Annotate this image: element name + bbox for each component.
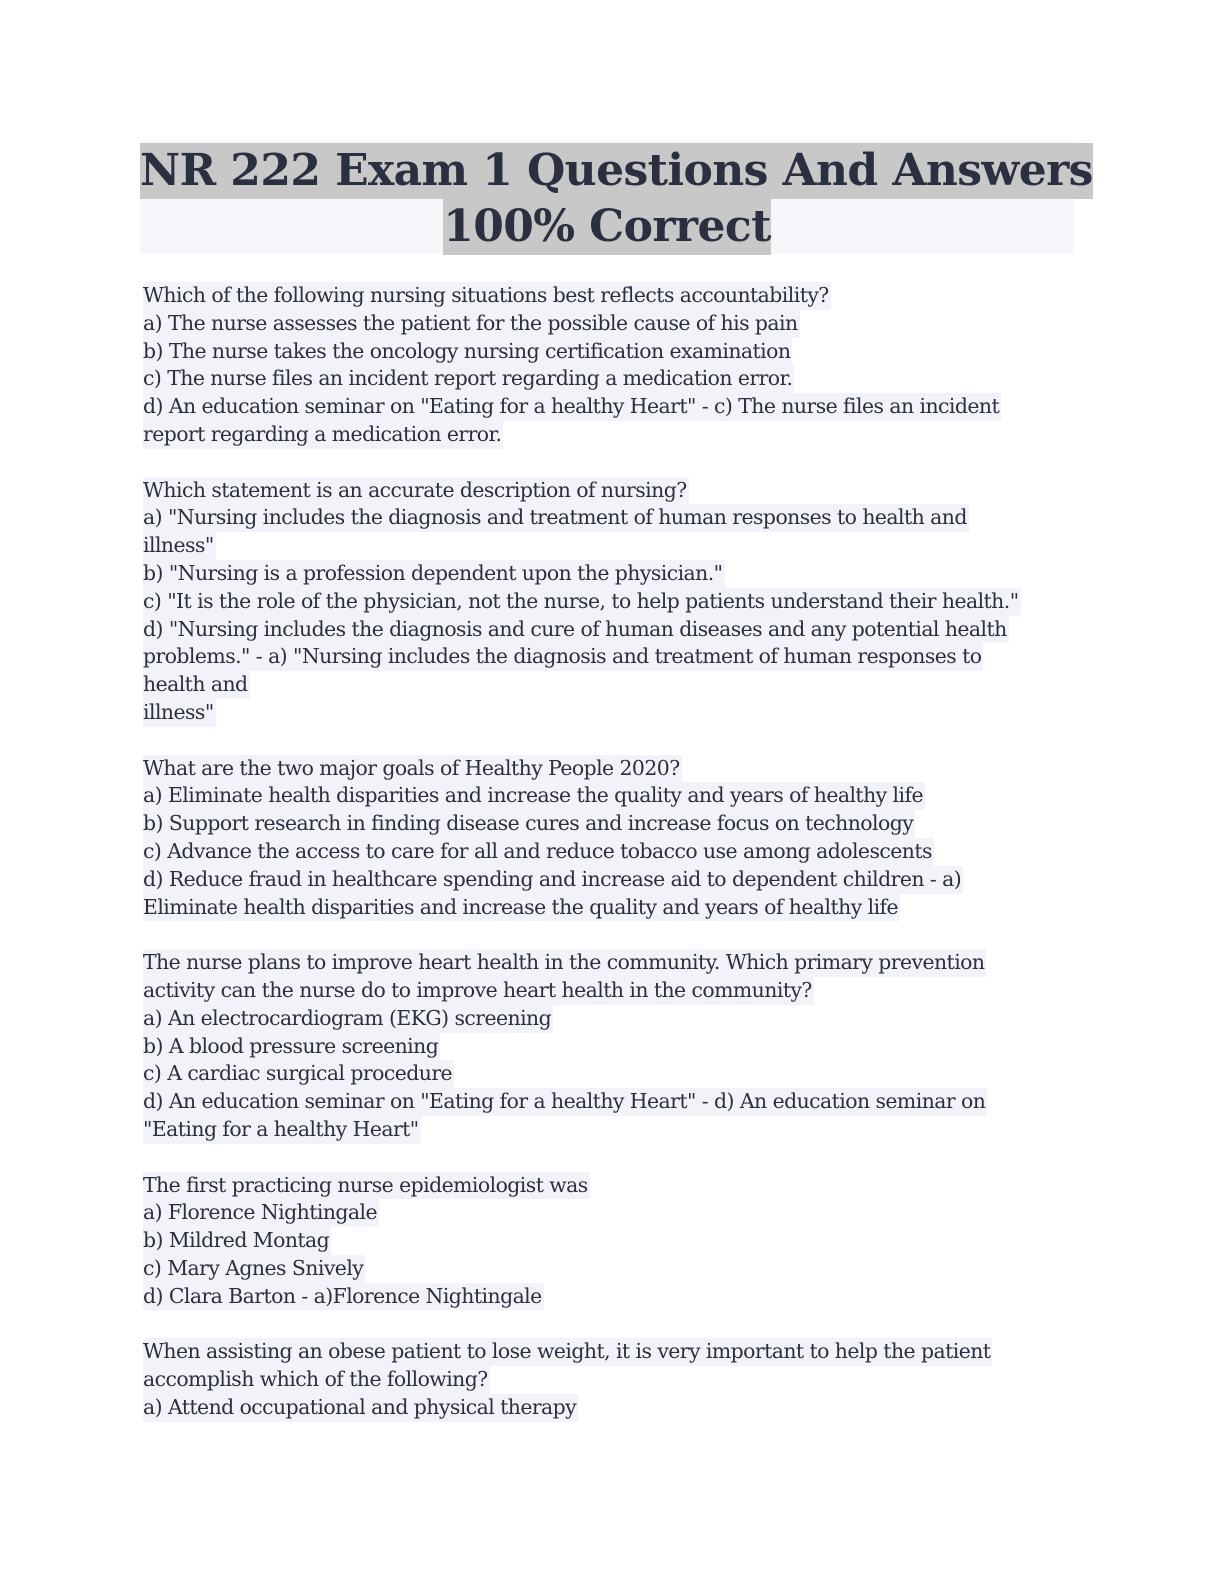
text-line	[143, 504, 1063, 532]
text-line	[143, 866, 1063, 894]
text-line	[143, 1199, 1063, 1227]
text-line	[143, 1227, 1063, 1255]
line-text: c) A cardiac surgical procedure	[143, 1060, 454, 1088]
text-line	[143, 560, 1063, 588]
line-text: problems." - a) "Nursing includes the diagnosis and treatment of human responses to	[143, 643, 983, 671]
line-text: a) An electrocardiogram (EKG) screening	[143, 1005, 553, 1033]
line-text: Which statement is an accurate description of nursing?	[143, 477, 689, 505]
text-line	[143, 338, 1063, 366]
text-line	[143, 810, 1063, 838]
line-text: What are the two major goals of Healthy People 2020?	[143, 755, 682, 783]
line-text: report regarding a medication error.	[143, 421, 503, 449]
question-block	[143, 282, 1063, 449]
document-title	[140, 141, 1093, 254]
line-text: b) Mildred Montag	[143, 1227, 331, 1255]
text-line	[143, 1394, 1063, 1422]
line-text: "Eating for a healthy Heart"	[143, 1116, 421, 1144]
line-text: c) "It is the role of the physician, not the nurse, to help patients understand their health."	[143, 588, 1021, 616]
text-line	[143, 1116, 1063, 1144]
line-text: a) "Nursing includes the diagnosis and treatment of human responses to health and	[143, 504, 969, 532]
text-line	[143, 894, 1063, 922]
text-line	[143, 616, 1063, 644]
line-text: c) Advance the access to care for all and reduce tobacco use among adolescents	[143, 838, 934, 866]
line-text: d) An education seminar on "Eating for a healthy Heart" - c) The nurse files an incident	[143, 393, 1001, 421]
question-block	[143, 1338, 1063, 1421]
line-text: When assisting an obese patient to lose weight, it is very important to help the patient	[143, 1338, 992, 1366]
text-line	[143, 477, 1063, 505]
text-line	[143, 282, 1063, 310]
text-line	[143, 365, 1063, 393]
text-line	[143, 1366, 1063, 1394]
question-block	[143, 755, 1063, 922]
text-line	[143, 699, 1063, 727]
line-text: d) Reduce fraud in healthcare spending and increase aid to dependent children - a)	[143, 866, 963, 894]
text-line	[143, 1338, 1063, 1366]
text-line	[143, 1283, 1063, 1311]
line-text: accomplish which of the following?	[143, 1366, 490, 1394]
line-text: a) The nurse assesses the patient for the possible cause of his pain	[143, 310, 800, 338]
title-line-1	[140, 143, 1093, 199]
line-text: d) "Nursing includes the diagnosis and cure of human diseases and any potential health	[143, 616, 1009, 644]
line-text: d) Clara Barton - a)Florence Nightingale	[143, 1283, 544, 1311]
line-text: c) Mary Agnes Snively	[143, 1255, 365, 1283]
question-block	[143, 949, 1063, 1144]
text-line	[143, 310, 1063, 338]
text-line	[143, 838, 1063, 866]
line-text: illness"	[143, 699, 216, 727]
text-line	[143, 949, 1063, 977]
question-block	[143, 1172, 1063, 1311]
text-line	[143, 1033, 1063, 1061]
line-text: b) Support research in finding disease cures and increase focus on technology	[143, 810, 915, 838]
text-line	[143, 532, 1063, 560]
line-text: a) Attend occupational and physical therapy	[143, 1394, 578, 1422]
text-line	[143, 1172, 1063, 1200]
line-text: b) The nurse takes the oncology nursing certification examination	[143, 338, 792, 366]
text-line	[143, 588, 1063, 616]
line-text: c) The nurse files an incident report regarding a medication error.	[143, 365, 794, 393]
text-line	[143, 782, 1063, 810]
title-text-2: 100% Correct	[443, 199, 771, 255]
line-text: activity can the nurse do to improve heart health in the community?	[143, 977, 814, 1005]
text-line	[143, 1088, 1063, 1116]
line-text: Eliminate health disparities and increase the quality and years of healthy life	[143, 894, 900, 922]
line-text: The nurse plans to improve heart health in the community. Which primary prevention	[143, 949, 986, 977]
text-line	[143, 1005, 1063, 1033]
line-text: The first practicing nurse epidemiologist was	[143, 1172, 590, 1200]
title-text-1: NR 222 Exam 1 Questions And Answers	[140, 143, 1093, 199]
title-line-2	[140, 199, 1074, 255]
question-block	[143, 477, 1063, 727]
line-text: d) An education seminar on "Eating for a healthy Heart" - d) An education seminar on	[143, 1088, 987, 1116]
line-text: b) A blood pressure screening	[143, 1033, 440, 1061]
text-line	[143, 393, 1063, 421]
text-line	[143, 671, 1063, 699]
text-line	[143, 1255, 1063, 1283]
text-line	[143, 755, 1063, 783]
text-line	[143, 643, 1063, 671]
question-list	[143, 282, 1063, 1449]
line-text: a) Florence Nightingale	[143, 1199, 379, 1227]
text-line	[143, 977, 1063, 1005]
line-text: b) "Nursing is a profession dependent upon the physician."	[143, 560, 725, 588]
line-text: Which of the following nursing situations best reflects accountability?	[143, 282, 831, 310]
line-text: illness"	[143, 532, 216, 560]
text-line	[143, 1060, 1063, 1088]
text-line	[143, 421, 1063, 449]
line-text: health and	[143, 671, 250, 699]
line-text: a) Eliminate health disparities and increase the quality and years of healthy life	[143, 782, 925, 810]
